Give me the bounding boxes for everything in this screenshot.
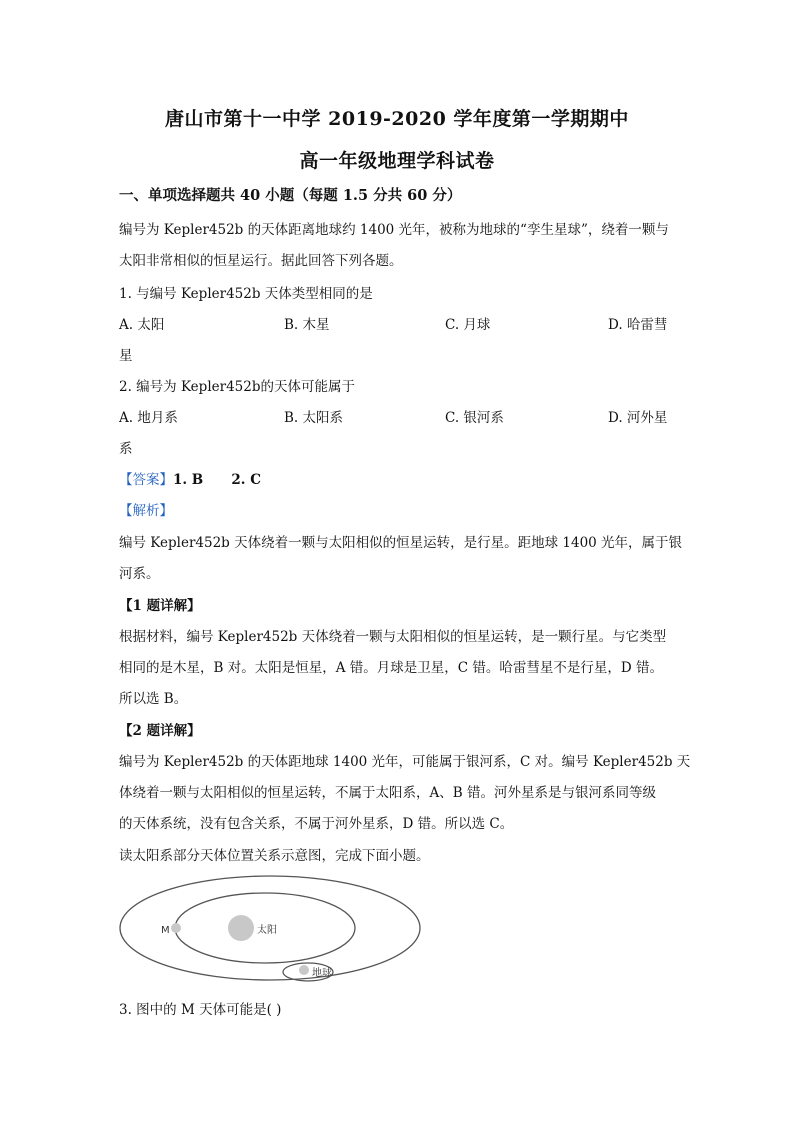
- answer-text: 1. B 2. C: [173, 472, 261, 488]
- passage-line: 太阳非常相似的恒星运行。据此回答下列各题。: [119, 253, 403, 269]
- solar-system-diagram: [110, 872, 450, 992]
- figure-intro: 读太阳系部分天体位置关系示意图，完成下面小题。: [119, 848, 430, 864]
- exam-title: 唐山市第十一中学 2019-2020 学年度第一学期期中: [165, 108, 629, 130]
- q2-option-a: A. 地月系: [119, 410, 178, 426]
- passage-line: 编号为 Kepler452b 的天体距离地球约 1400 光年，被称为地球的“孪生星球”，绕着一颗与: [119, 222, 669, 238]
- q2-option-c: C. 银河系: [445, 410, 504, 426]
- q1-option-d: D. 哈雷彗: [608, 317, 668, 333]
- m-body: [171, 923, 181, 933]
- analysis-line: 河系。: [119, 566, 160, 582]
- q1-option-a: A. 太阳: [119, 317, 165, 333]
- detail-2-line: 编号为 Kepler452b 的天体距地球 1400 光年，可能属于银河系，C 对。编号 Kepler452b 天: [119, 754, 691, 770]
- earth-label: 地球: [312, 968, 332, 979]
- q1-option-b: B. 木星: [284, 317, 330, 333]
- q1-option-d-wrap: 星: [119, 348, 133, 364]
- detail-1-line: 根据材料，编号 Kepler452b 天体绕着一颗与太阳相似的恒星运转，是一颗行星。与它类型: [119, 629, 667, 645]
- detail-2-line: 的天体系统，没有包含关系，不属于河外星系，D 错。所以选 C。: [119, 816, 514, 832]
- detail-1-label: 【1 题详解】: [119, 598, 201, 614]
- sun-body: [228, 915, 254, 941]
- answer-line: [119, 468, 261, 488]
- analysis-line: 编号 Kepler452b 天体绕着一颗与太阳相似的恒星运转，是行星。距地球 1400 光年，属于银: [119, 535, 683, 551]
- answer-label: 【答案】: [119, 472, 173, 488]
- q2-option-b: B. 太阳系: [284, 410, 344, 426]
- m-label: M: [161, 925, 170, 936]
- question-1-stem: 1. 与编号 Kepler452b 天体类型相同的是: [119, 286, 373, 302]
- detail-2-label: 【2 题详解】: [119, 723, 201, 739]
- detail-2-line: 体绕着一颗与太阳相似的恒星运转，不属于太阳系，A、B 错。河外星系是与银河系同等级: [119, 785, 656, 801]
- question-3-stem: 3. 图中的 M 天体可能是( ): [119, 1002, 282, 1018]
- exam-subtitle: 高一年级地理学科试卷: [299, 150, 495, 172]
- detail-1-line: 相同的是木星，B 对。太阳是恒星，A 错。月球是卫星，C 错。哈雷彗星不是行星，D 错。: [119, 660, 663, 676]
- q2-option-d: D. 河外星: [608, 410, 668, 426]
- earth-body: [299, 965, 309, 975]
- q2-option-d-wrap: 系: [119, 441, 133, 457]
- section-heading: 一、单项选择题共 40 小题（每题 1.5 分共 60 分）: [119, 187, 462, 204]
- sun-label: 太阳: [257, 925, 277, 936]
- analysis-label: 【解析】: [119, 503, 173, 519]
- question-2-stem: 2. 编号为 Kepler452b的天体可能属于: [119, 379, 355, 395]
- detail-1-line: 所以选 B。: [119, 691, 188, 707]
- q1-option-c: C. 月球: [445, 317, 491, 333]
